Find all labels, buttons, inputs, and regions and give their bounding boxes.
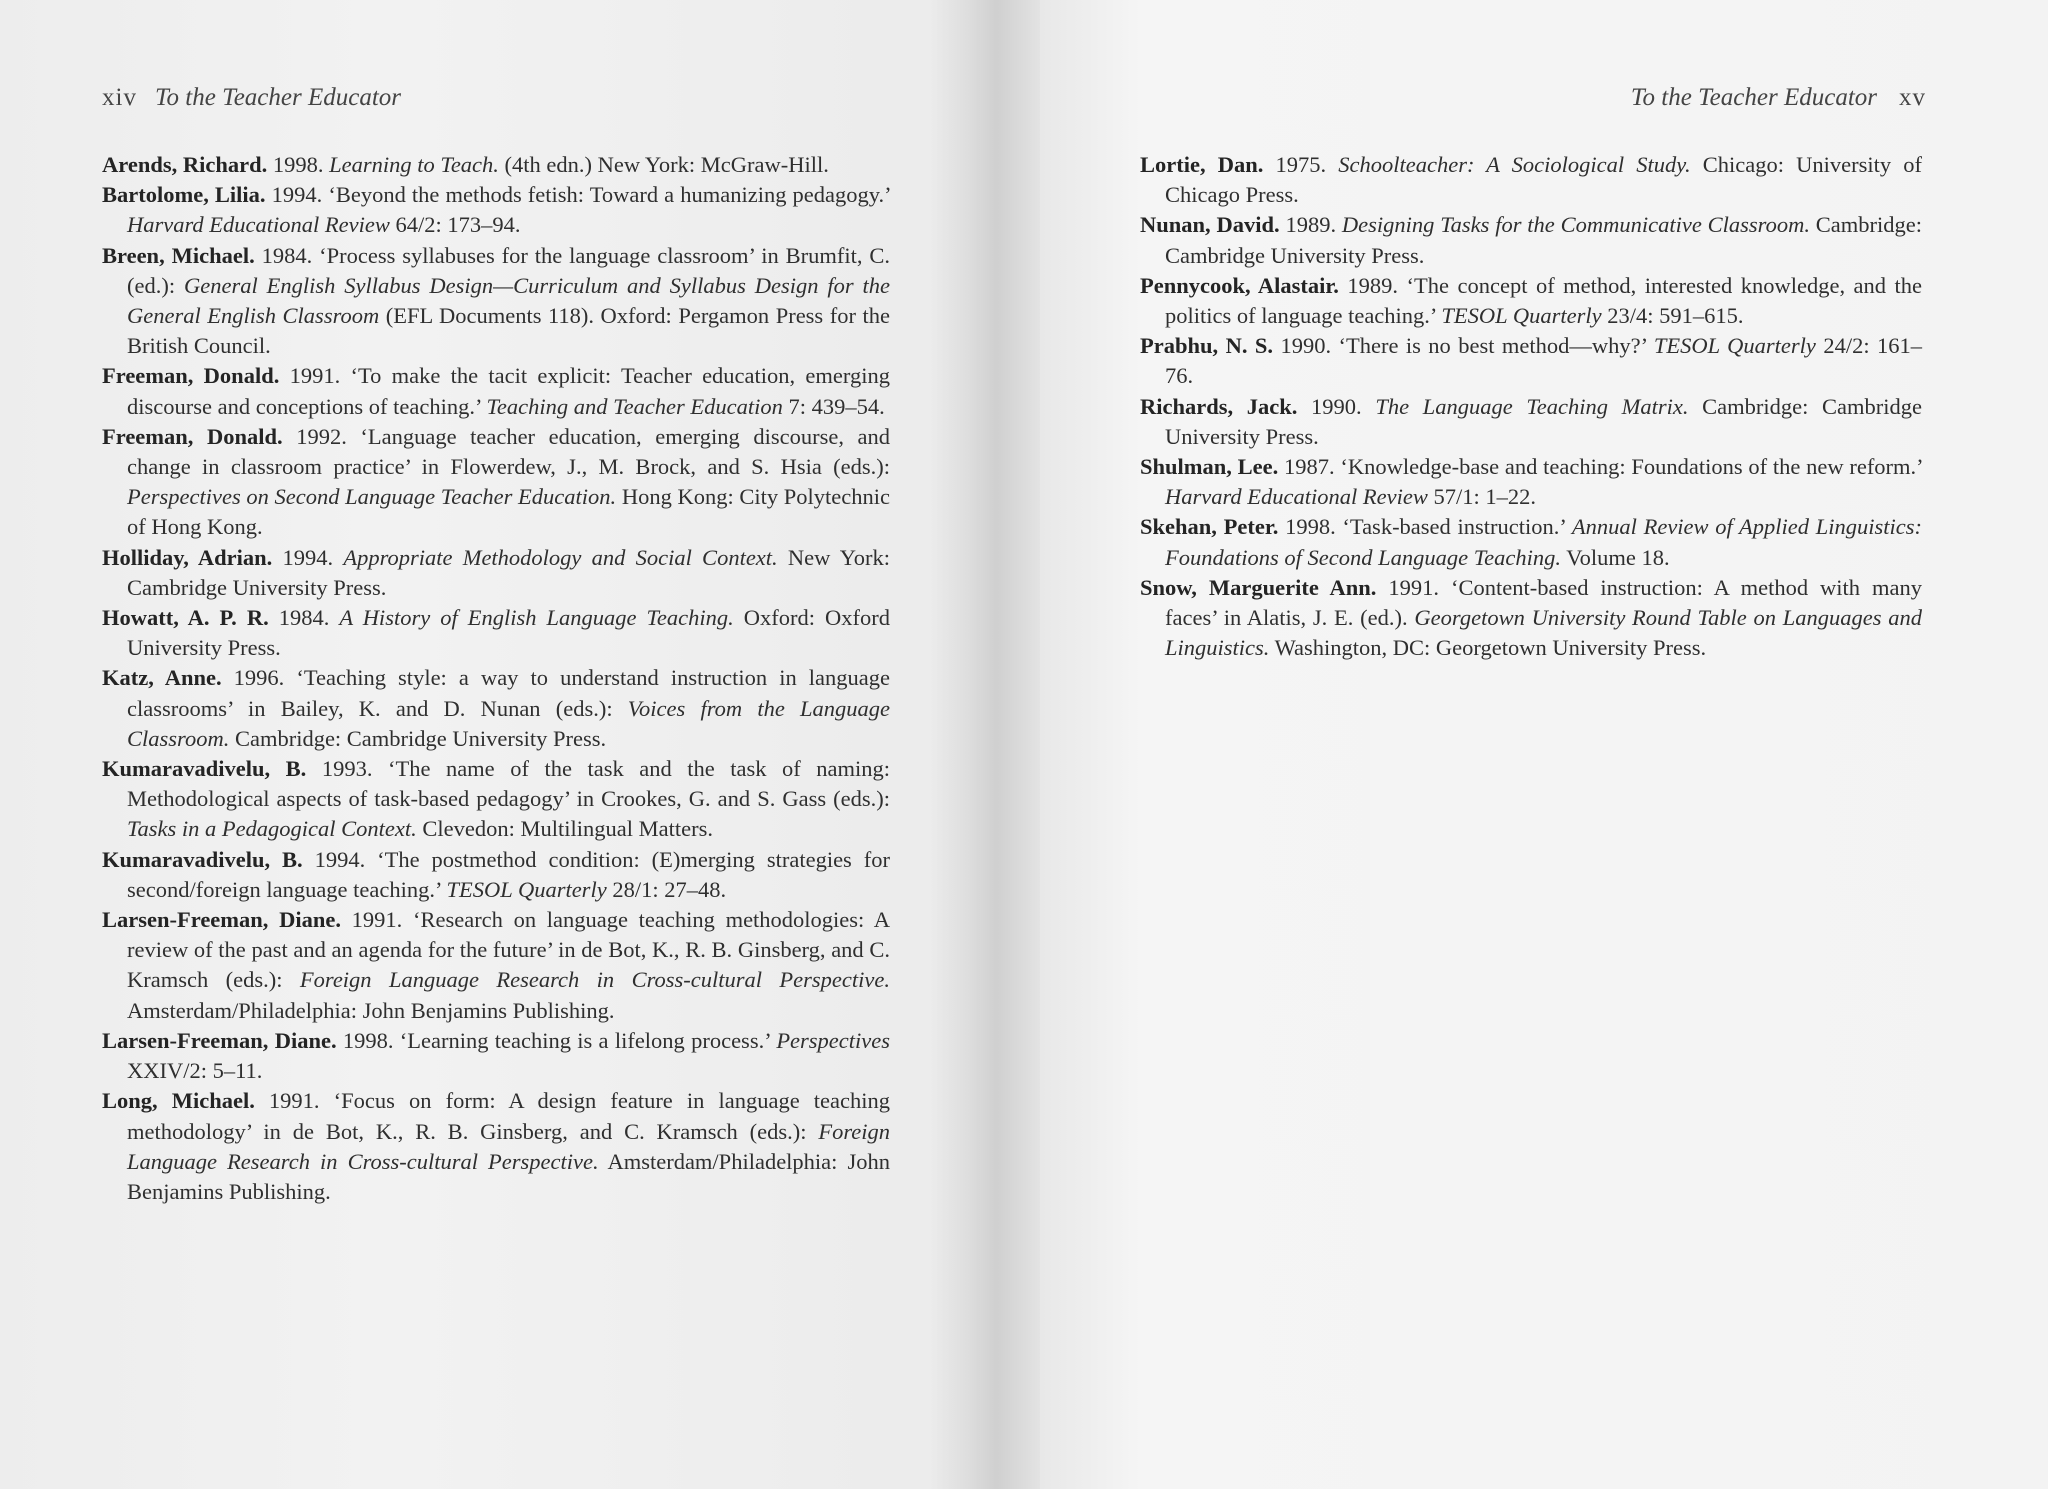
reference-details: 1996. ‘Teaching style: a way to understand instruction in language classrooms’ in Bailey, K. and D. Nunan (eds.):: [127, 665, 890, 721]
reference-entry: [102, 663, 890, 754]
reference-author: Nunan, David.: [1140, 212, 1280, 238]
reference-entry: [102, 1086, 890, 1207]
left-page-number: xiv: [102, 84, 137, 111]
reference-publication-info: (EFL Documents 118). Oxford: Pergamon Press for the British Council.: [127, 303, 890, 359]
reference-work-title: Designing Tasks for the Communicative Classroom.: [1341, 212, 1810, 238]
reference-details: 1991. ‘Focus on form: A design feature in language teaching methodology’ in de Bot, K., R. B. Ginsberg, and C. Kramsch (eds.):: [127, 1088, 890, 1144]
reference-work-title: Foreign Language Research in Cross-cultural Perspective.: [127, 1118, 890, 1174]
reference-entry: [1140, 210, 1922, 270]
reference-entry: [102, 603, 890, 663]
reference-work-title: A History of English Language Teaching.: [339, 605, 734, 631]
reference-details: 1994.: [272, 544, 344, 570]
reference-author: Kumaravadivelu, B.: [102, 846, 303, 872]
reference-entry: [102, 241, 890, 362]
reference-author: Prabhu, N. S.: [1140, 333, 1274, 359]
reference-work-title: Annual Review of Applied Linguistics: Foundations of Second Language Teaching.: [1165, 514, 1922, 570]
reference-author: Long, Michael.: [102, 1088, 255, 1114]
reference-publication-info: Washington, DC: Georgetown University Press.: [1269, 635, 1707, 661]
reference-publication-info: Hong Kong: City Polytechnic of Hong Kong.: [127, 484, 890, 540]
reference-details: 1994. ‘The postmethod condition: (E)merging strategies for second/foreign language teaching.’: [127, 846, 890, 902]
reference-work-title: Perspectives on Second Language Teacher Education.: [127, 484, 617, 510]
reference-author: Katz, Anne.: [102, 665, 222, 691]
reference-entry: [1140, 271, 1922, 331]
reference-entry: [102, 150, 890, 180]
reference-details: 1992. ‘Language teacher education, emerging discourse, and change in classroom practice’ in Flowerdew, J., M. Brock, and S. Hsia (eds.):: [127, 423, 890, 480]
reference-work-title: TESOL Quarterly: [1653, 333, 1816, 359]
reference-details: 1993. ‘The name of the task and the task of naming: Methodological aspects of task-based pedagogy’ in Crookes, G. and S. Gass (eds.):: [127, 756, 890, 812]
reference-publication-info: Chicago: University of Chicago Press.: [1165, 152, 1922, 208]
reference-work-title: Harvard Educational Review: [127, 212, 390, 238]
reference-author: Holliday, Adrian.: [102, 544, 273, 570]
reference-details: 1991. ‘To make the tacit explicit: Teacher education, emerging discourse and conceptions of teaching.’: [127, 363, 890, 419]
reference-publication-info: Cambridge: Cambridge University Press.: [229, 725, 607, 751]
reference-work-title: Learning to Teach.: [329, 152, 499, 177]
reference-publication-info: Amsterdam/Philadelphia: John Benjamins Publishing.: [127, 997, 615, 1023]
reference-entry: [102, 422, 890, 543]
reference-entry: [102, 180, 890, 240]
right-running-head-title: To the Teacher Educator: [1630, 84, 1877, 111]
right-reference-list: [1140, 150, 1922, 663]
reference-publication-info: (4th edn.) New York: McGraw-Hill.: [498, 152, 829, 177]
right-page-number: xv: [1899, 84, 1926, 111]
right-running-head: [1631, 84, 1926, 112]
reference-entry: [1140, 331, 1922, 391]
reference-details: 1991. ‘Content-based instruction: A method with many faces’ in Alatis, J. E. (ed.).: [1165, 574, 1922, 631]
reference-details: 1990.: [1297, 393, 1376, 419]
reference-details: 1994. ‘Beyond the methods fetish: Toward a humanizing pedagogy.’: [265, 182, 890, 208]
reference-work-title: TESOL Quarterly: [1441, 303, 1602, 329]
reference-author: Freeman, Donald.: [102, 423, 283, 449]
reference-author: Kumaravadivelu, B.: [102, 756, 307, 782]
book-gutter: [930, 0, 1040, 1489]
reference-details: 1990. ‘There is no best method—why?’: [1273, 333, 1654, 359]
reference-work-title: Tasks in a Pedagogical Context.: [127, 816, 417, 842]
reference-work-title: Foreign Language Research in Cross-cultural Perspective.: [299, 967, 891, 993]
reference-publication-info: 7: 439–54.: [782, 393, 885, 419]
reference-work-title: General English Syllabus Design—Curriculum and Syllabus Design for the General English Classroom: [127, 272, 890, 329]
reference-author: Breen, Michael.: [102, 242, 255, 268]
reference-publication-info: Cambridge: Cambridge University Press.: [1165, 393, 1922, 449]
reference-publication-info: 23/4: 591–615.: [1601, 303, 1744, 329]
reference-work-title: Perspectives: [776, 1027, 891, 1053]
left-running-head: [102, 84, 401, 112]
left-running-head-title: To the Teacher Educator: [154, 84, 402, 111]
reference-entry: [1140, 392, 1922, 452]
reference-details: 1984. ‘Process syllabuses for the language classroom’ in Brumfit, C. (ed.):: [127, 242, 890, 298]
reference-publication-info: Cambridge: Cambridge University Press.: [1165, 212, 1922, 268]
reference-author: Larsen-Freeman, Diane.: [102, 1027, 337, 1053]
reference-entry: [102, 905, 890, 1026]
reference-details: 1998. ‘Task-based instruction.’: [1278, 514, 1572, 540]
reference-publication-info: New York: Cambridge University Press.: [127, 544, 890, 600]
reference-publication-info: 28/1: 27–48.: [606, 876, 727, 902]
reference-entry: [102, 1026, 890, 1086]
reference-author: Freeman, Donald.: [102, 363, 280, 389]
left-reference-list: [102, 150, 890, 1207]
reference-publication-info: Amsterdam/Philadelphia: John Benjamins Publishing.: [127, 1148, 890, 1204]
reference-author: Pennycook, Alastair.: [1140, 272, 1339, 298]
reference-entry: [102, 361, 890, 421]
reference-entry: [1140, 573, 1922, 664]
right-page: [1040, 0, 2048, 1489]
reference-author: Lortie, Dan.: [1140, 152, 1264, 177]
reference-details: 1987. ‘Knowledge-base and teaching: Foundations of the new reform.’: [1278, 454, 1923, 480]
reference-author: Shulman, Lee.: [1140, 454, 1279, 480]
reference-work-title: Teaching and Teacher Education: [486, 393, 783, 419]
reference-publication-info: Volume 18.: [1561, 544, 1670, 570]
reference-publication-info: 57/1: 1–22.: [1427, 484, 1536, 510]
reference-publication-info: Clevedon: Multilingual Matters.: [416, 816, 713, 842]
reference-publication-info: Oxford: Oxford University Press.: [127, 605, 890, 661]
reference-entry: [1140, 452, 1922, 512]
reference-details: 1998.: [267, 152, 330, 177]
reference-author: Howatt, A. P. R.: [102, 605, 269, 631]
reference-entry: [102, 754, 890, 845]
reference-author: Bartolome, Lilia.: [102, 182, 266, 208]
reference-entry: [102, 543, 890, 603]
reference-details: 1998. ‘Learning teaching is a lifelong process.’: [336, 1027, 777, 1053]
reference-publication-info: 24/2: 161–76.: [1165, 333, 1922, 389]
reference-work-title: Voices from the Language Classroom.: [127, 695, 891, 751]
reference-author: Skehan, Peter.: [1140, 514, 1279, 540]
reference-publication-info: 64/2: 173–94.: [389, 212, 521, 238]
reference-work-title: Harvard Educational Review: [1165, 484, 1428, 510]
reference-publication-info: XXIV/2: 5–11.: [127, 1058, 263, 1084]
reference-details: 1975.: [1263, 152, 1339, 177]
reference-details: 1991. ‘Research on language teaching methodologies: A review of the past and an agenda for the future’ in de Bot, K., R. B. Ginsberg, and C. Kramsch (eds.):: [127, 907, 890, 993]
reference-work-title: TESOL Quarterly: [446, 876, 607, 902]
reference-entry: [102, 845, 890, 905]
reference-details: 1989. ‘The concept of method, interested knowledge, and the politics of language teaching.’: [1165, 272, 1923, 329]
reference-author: Snow, Marguerite Ann.: [1140, 574, 1377, 600]
reference-work-title: Schoolteacher: A Sociological Study.: [1338, 152, 1691, 177]
reference-author: Arends, Richard.: [102, 152, 268, 177]
reference-work-title: Appropriate Methodology and Social Context.: [343, 544, 778, 570]
reference-entry: [1140, 150, 1922, 210]
reference-entry: [1140, 512, 1922, 572]
left-page: [0, 0, 980, 1489]
reference-details: 1989.: [1279, 212, 1342, 238]
reference-work-title: Georgetown University Round Table on Languages and Linguistics.: [1165, 605, 1923, 661]
reference-author: Richards, Jack.: [1140, 393, 1298, 419]
reference-details: 1984.: [268, 605, 340, 631]
reference-author: Larsen-Freeman, Diane.: [102, 907, 341, 933]
reference-work-title: The Language Teaching Matrix.: [1375, 393, 1689, 419]
